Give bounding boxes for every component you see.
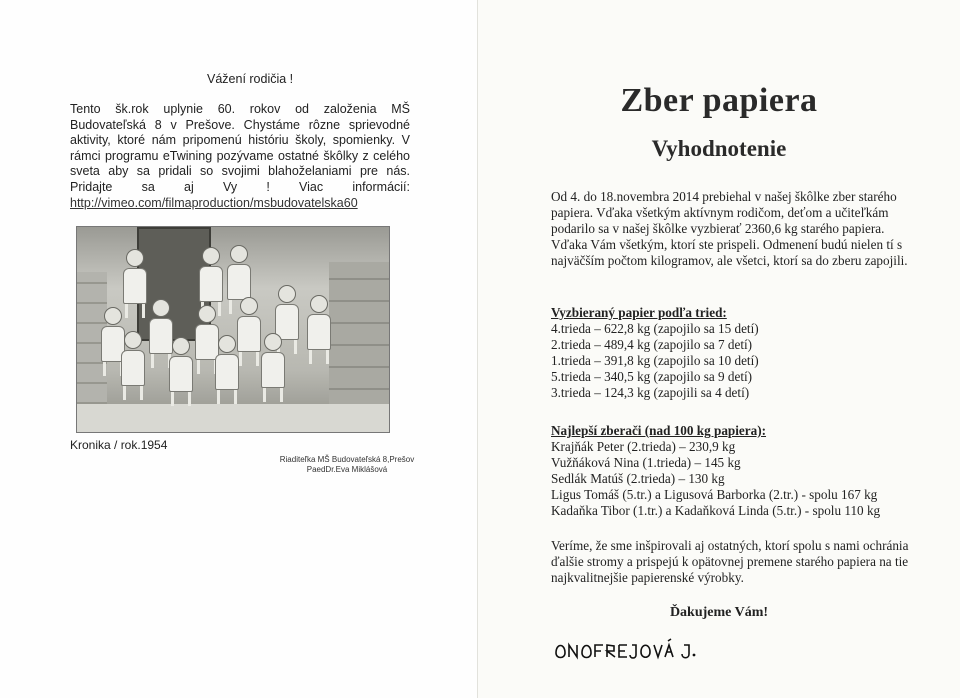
class-row: 2.trieda – 489,4 kg (zapojilo sa 7 detí) xyxy=(551,337,753,353)
class-results xyxy=(551,305,921,402)
collector-row: Sedlák Matúš (2.trieda) – 130 kg xyxy=(551,471,725,487)
summary-paragraph: Od 4. do 18.novembra 2014 prebiehal v našej škôlke zber starého papiera. Vďaka všetkým aktívnym rodičom, deťom a učiteľkám podarilo sa v našej škôlke vyzbierať 2360,6 kg starého papiera. Vďaka Vám všetkým, ktorí ste prispeli. Odmenení budú nielen tí s najväčším počtom kilogramov, ale všetci, ktorí sa do zberu zapojili. xyxy=(551,189,908,269)
intro-text: Tento šk.rok uplynie 60. rokov od založenia MŠ Budovateľská 8 v Prešove. Chystáme rôzne sprievodné aktivity, ktoré nám pripomenú históriu školy, spomienky. V rámci programu eTwining pozývame ostatné škôlky z celého sveta aby sa pridali so svojimi blahoželaniami pre nás. Pridajte sa aj Vy ! Viac informácií: xyxy=(70,102,410,194)
class-row: 4.trieda – 622,8 kg (zapojilo sa 15 detí) xyxy=(551,321,759,337)
collector-row: Kadaňka Tibor (1.tr.) a Kadaňková Linda (5.tr.) - spolu 110 kg xyxy=(551,503,881,519)
collector-row: Ligus Tomáš (5.tr.) a Ligusová Barborka (2.tr.) - spolu 167 kg xyxy=(551,487,878,503)
top-collectors xyxy=(551,423,921,520)
photo-child xyxy=(237,297,261,366)
greeting: Vážení rodičia ! xyxy=(207,72,294,86)
principal-signature xyxy=(262,455,432,475)
handwritten-signature xyxy=(553,635,703,661)
page-title: Zber papiera xyxy=(620,82,818,119)
class-row: 1.trieda – 391,8 kg (zapojilo sa 10 detí) xyxy=(551,353,759,369)
thanks-text: Ďakujeme Vám! xyxy=(669,605,769,620)
top-collectors-heading: Najlepší zberači (nad 100 kg papiera): xyxy=(551,423,767,438)
left-page xyxy=(0,0,478,698)
photo-child xyxy=(169,337,193,406)
photo-child xyxy=(123,249,147,318)
principal-name: PaedDr.Eva Miklášová xyxy=(306,465,388,474)
class-row: 3.trieda – 124,3 kg (zapojili sa 4 detí) xyxy=(551,385,750,401)
class-row: 5.trieda – 340,5 kg (zapojilo sa 9 detí) xyxy=(551,369,753,385)
photo-ground xyxy=(77,404,389,432)
photo-caption: Kronika / rok.1954 xyxy=(70,438,168,452)
page-subtitle: Vyhodnotenie xyxy=(651,136,787,161)
chronicle-photo xyxy=(76,226,390,433)
intro-paragraph xyxy=(70,102,410,211)
right-page xyxy=(478,0,960,698)
photo-child xyxy=(121,331,145,400)
vimeo-link[interactable]: http://vimeo.com/filmaproduction/msbudovatelska60 xyxy=(70,195,358,210)
photo-child xyxy=(307,295,331,364)
principal-title: Riaditeľka MŠ Budovateľská 8,Prešov xyxy=(279,455,415,464)
photo-child xyxy=(215,335,239,404)
closing-paragraph: Veríme, že sme inšpirovali aj ostatných, ktorí spolu s nami ochránia ďalšie stromy a prispejú k opätovnej premene starého papiera na tie najkvalitnejšie papierenské výrobky. xyxy=(551,538,909,586)
photo-child xyxy=(261,333,285,402)
collector-row: Vužňáková Nina (1.trieda) – 145 kg xyxy=(551,455,741,471)
collector-row: Krajňák Peter (2.trieda) – 230,9 kg xyxy=(551,439,736,455)
class-results-heading: Vyzbieraný papier podľa tried: xyxy=(551,305,727,320)
